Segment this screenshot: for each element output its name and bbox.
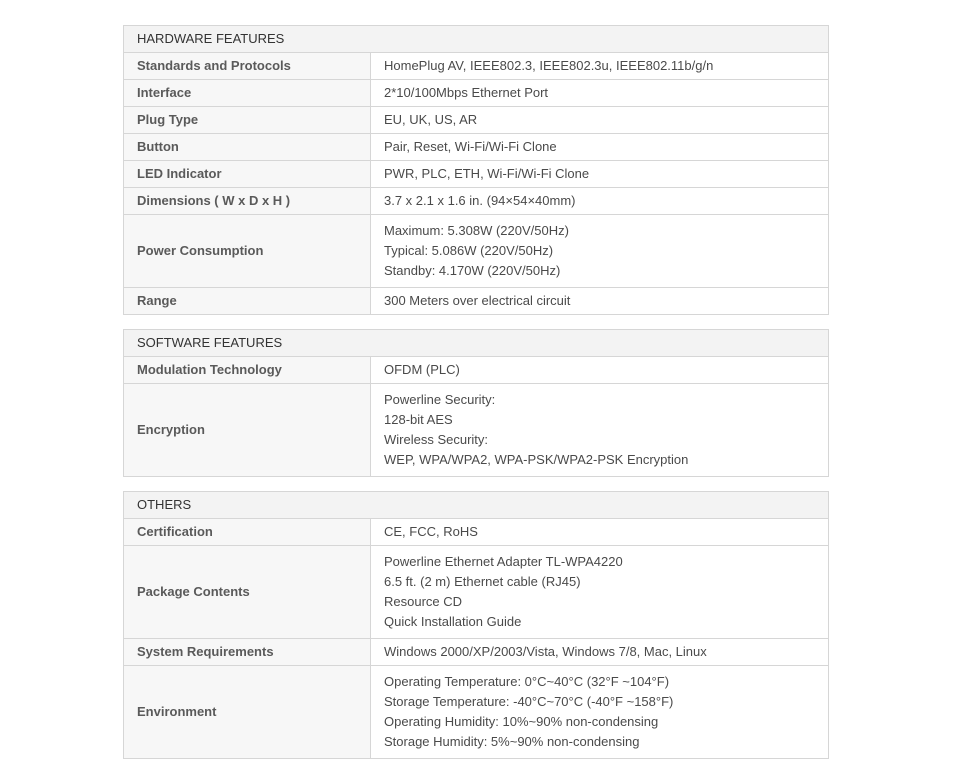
spec-value <box>371 80 829 107</box>
spec-value-line: 300 Meters over electrical circuit <box>384 293 571 308</box>
table-row <box>124 188 829 215</box>
specifications-container <box>123 25 829 773</box>
spec-value-line: Powerline Security: <box>384 392 496 407</box>
spec-label: LED Indicator <box>124 161 371 188</box>
spec-value-line: CE, FCC, RoHS <box>384 524 478 539</box>
table-row <box>124 519 829 546</box>
spec-value-line: Standby: 4.170W (220V/50Hz) <box>384 263 561 278</box>
spec-label: Encryption <box>124 384 371 477</box>
spec-label: Plug Type <box>124 107 371 134</box>
spec-label: Modulation Technology <box>124 357 371 384</box>
spec-label: Environment <box>124 666 371 759</box>
spec-value <box>371 519 829 546</box>
spec-value-line: PWR, PLC, ETH, Wi-Fi/Wi-Fi Clone <box>384 166 590 181</box>
spec-value-line: Operating Temperature: 0°C~40°C (32°F ~104°F) <box>384 674 670 689</box>
table-row <box>124 80 829 107</box>
spec-table-software-features <box>123 329 829 477</box>
spec-label: Interface <box>124 80 371 107</box>
spec-value-line: Typical: 5.086W (220V/50Hz) <box>384 243 554 258</box>
spec-value-line: 128-bit AES <box>384 412 453 427</box>
spec-value-line: 3.7 x 2.1 x 1.6 in. (94×54×40mm) <box>384 193 576 208</box>
spec-label: Standards and Protocols <box>124 53 371 80</box>
spec-value-line: EU, UK, US, AR <box>384 112 478 127</box>
spec-value-line: Windows 2000/XP/2003/Vista, Windows 7/8, Mac, Linux <box>384 644 707 659</box>
spec-value-line: 2*10/100Mbps Ethernet Port <box>384 85 549 100</box>
table-row <box>124 53 829 80</box>
section-title: OTHERS <box>124 492 829 519</box>
table-row <box>124 384 829 477</box>
spec-value-line: Maximum: 5.308W (220V/50Hz) <box>384 223 569 238</box>
spec-label: Certification <box>124 519 371 546</box>
spec-value-line: HomePlug AV, IEEE802.3, IEEE802.3u, IEEE802.11b/g/n <box>384 58 714 73</box>
table-row <box>124 134 829 161</box>
spec-value <box>371 134 829 161</box>
table-row <box>124 288 829 315</box>
section-title: HARDWARE FEATURES <box>124 26 829 53</box>
spec-value <box>371 288 829 315</box>
table-row <box>124 357 829 384</box>
spec-value-line: 6.5 ft. (2 m) Ethernet cable (RJ45) <box>384 574 581 589</box>
spec-value <box>371 215 829 288</box>
spec-value-line: Quick Installation Guide <box>384 614 522 629</box>
spec-value-line: Storage Temperature: -40°C~70°C (-40°F ~158°F) <box>384 694 674 709</box>
spec-value-line: Powerline Ethernet Adapter TL-WPA4220 <box>384 554 623 569</box>
spec-value <box>371 384 829 477</box>
spec-value-line: Resource CD <box>384 594 463 609</box>
spec-value-line: Storage Humidity: 5%~90% non-condensing <box>384 734 640 749</box>
section-header-row <box>124 26 829 53</box>
spec-value <box>371 357 829 384</box>
spec-value-line: Wireless Security: <box>384 432 489 447</box>
spec-label: Package Contents <box>124 546 371 639</box>
table-row <box>124 546 829 639</box>
spec-value <box>371 639 829 666</box>
spec-value <box>371 107 829 134</box>
spec-label: Range <box>124 288 371 315</box>
table-row <box>124 666 829 759</box>
spec-value <box>371 53 829 80</box>
spec-value-line: OFDM (PLC) <box>384 362 460 377</box>
table-row <box>124 107 829 134</box>
spec-value <box>371 188 829 215</box>
table-row <box>124 161 829 188</box>
section-header-row <box>124 492 829 519</box>
spec-value-line: Operating Humidity: 10%~90% non-condensing <box>384 714 659 729</box>
spec-value-line: WEP, WPA/WPA2, WPA-PSK/WPA2-PSK Encryption <box>384 452 689 467</box>
spec-value <box>371 546 829 639</box>
spec-value-line: Pair, Reset, Wi-Fi/Wi-Fi Clone <box>384 139 557 154</box>
spec-label: Dimensions ( W x D x H ) <box>124 188 371 215</box>
table-row <box>124 215 829 288</box>
table-row <box>124 639 829 666</box>
spec-value <box>371 666 829 759</box>
spec-label: Button <box>124 134 371 161</box>
spec-value <box>371 161 829 188</box>
spec-label: System Requirements <box>124 639 371 666</box>
spec-table-hardware-features <box>123 25 829 315</box>
section-header-row <box>124 330 829 357</box>
spec-label: Power Consumption <box>124 215 371 288</box>
section-title: SOFTWARE FEATURES <box>124 330 829 357</box>
spec-table-others <box>123 491 829 759</box>
